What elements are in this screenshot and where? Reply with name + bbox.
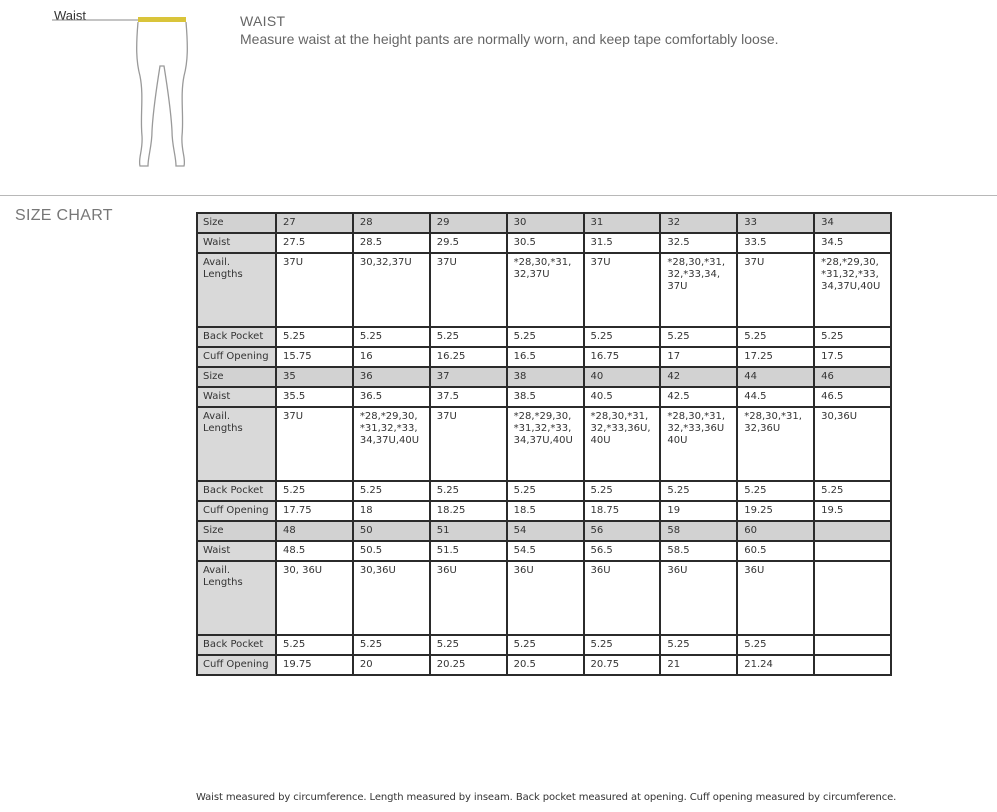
table-cell: 5.25 [507,481,584,501]
table-cell: 27.5 [276,233,353,253]
table-cell: 19 [660,501,737,521]
table-cell: 18.75 [584,501,661,521]
table-cell: 20.5 [507,655,584,675]
table-cell: 42.5 [660,387,737,407]
table-cell: 58 [660,521,737,541]
table-cell: *28,30,*31, 32,*33,36U, 40U [584,407,661,481]
table-cell: 5.25 [353,635,430,655]
table-cell: 16 [353,347,430,367]
table-cell: 17.75 [276,501,353,521]
table-cell: 5.25 [737,635,814,655]
table-cell: 50.5 [353,541,430,561]
table-cell [814,635,891,655]
table-cell: 37.5 [430,387,507,407]
table-cell: 34.5 [814,233,891,253]
row-label-pocket: Back Pocket [197,635,276,655]
size-chart-table [196,212,892,676]
table-cell: 5.25 [507,327,584,347]
table-cell: 30 [507,213,584,233]
table-cell: *28,*29,30, *31,32,*33, 34,37U,40U [353,407,430,481]
table-cell: 44.5 [737,387,814,407]
table-cell: 40.5 [584,387,661,407]
table-cell: 18.25 [430,501,507,521]
table-cell: 5.25 [430,481,507,501]
table-cell [814,541,891,561]
table-cell: 56.5 [584,541,661,561]
table-cell: 18 [353,501,430,521]
table-cell: 37 [430,367,507,387]
table-cell: 32.5 [660,233,737,253]
table-cell: 37U [276,407,353,481]
chart-footnote: Waist measured by circumference. Length measured by inseam. Back pocket measured at opening. Cuff opening measured by circumference. [196,792,897,803]
table-cell: 31.5 [584,233,661,253]
row-label-size: Size [197,367,276,387]
table-cell: 19.5 [814,501,891,521]
row-label-waist: Waist [197,233,276,253]
table-cell: 36.5 [353,387,430,407]
table-cell: 21.24 [737,655,814,675]
size-row [197,521,891,541]
size-row [197,367,891,387]
table-cell: 35.5 [276,387,353,407]
table-cell: 54 [507,521,584,541]
table-cell [814,655,891,675]
table-cell: 18.5 [507,501,584,521]
section-divider [0,195,997,196]
row-label-size: Size [197,521,276,541]
table-cell: 40 [584,367,661,387]
row-label-pocket: Back Pocket [197,327,276,347]
table-cell: 17.25 [737,347,814,367]
table-cell: 5.25 [737,327,814,347]
table-cell: 33.5 [737,233,814,253]
table-cell: 20 [353,655,430,675]
waist-row [197,387,891,407]
table-cell: 5.25 [276,481,353,501]
row-label-waist: Waist [197,541,276,561]
table-cell: 20.25 [430,655,507,675]
table-cell: 36U [584,561,661,635]
table-cell: 5.25 [660,481,737,501]
table-cell: 37U [430,407,507,481]
table-cell: 5.25 [584,481,661,501]
table-cell: 28 [353,213,430,233]
row-label-cuff: Cuff Opening [197,347,276,367]
table-cell: 16.5 [507,347,584,367]
table-cell: *28,*29,30, *31,32,*33, 34,37U,40U [507,407,584,481]
table-cell: 48 [276,521,353,541]
table-cell: 36U [430,561,507,635]
table-cell: 58.5 [660,541,737,561]
table-cell: 37U [737,253,814,327]
row-label-cuff: Cuff Opening [197,655,276,675]
table-cell: 48.5 [276,541,353,561]
table-cell: 36U [737,561,814,635]
table-cell [814,561,891,635]
table-cell: 36U [660,561,737,635]
row-label-waist: Waist [197,387,276,407]
table-cell: 5.25 [353,327,430,347]
table-cell: 30,32,37U [353,253,430,327]
row-label-size: Size [197,213,276,233]
table-cell: 17.5 [814,347,891,367]
table-cell: 15.75 [276,347,353,367]
table-cell: *28,30,*31, 32,*33,34, 37U [660,253,737,327]
table-cell: 28.5 [353,233,430,253]
back-pocket-row [197,481,891,501]
table-cell: *28,30,*31, 32,37U [507,253,584,327]
waist-row [197,541,891,561]
table-cell: *28,30,*31, 32,*33,36U 40U [660,407,737,481]
table-cell: 36U [507,561,584,635]
table-cell: 16.25 [430,347,507,367]
table-cell: 30,36U [814,407,891,481]
table-cell: 19.75 [276,655,353,675]
row-label-cuff: Cuff Opening [197,501,276,521]
cuff-opening-row [197,501,891,521]
table-cell: 37U [276,253,353,327]
table-cell: 5.25 [430,327,507,347]
table-cell: 46.5 [814,387,891,407]
table-cell: 29 [430,213,507,233]
table-cell: 5.25 [737,481,814,501]
table-cell: 31 [584,213,661,233]
lengths-row [197,561,891,635]
table-cell: 60.5 [737,541,814,561]
lengths-row [197,253,891,327]
table-cell: 17 [660,347,737,367]
table-cell: 5.25 [353,481,430,501]
waist-row [197,233,891,253]
table-cell: 19.25 [737,501,814,521]
table-cell: 51.5 [430,541,507,561]
table-cell: 5.25 [507,635,584,655]
table-cell: 44 [737,367,814,387]
table-cell: 21 [660,655,737,675]
table-cell: 29.5 [430,233,507,253]
table-cell: 5.25 [584,327,661,347]
table-cell: 5.25 [584,635,661,655]
row-label-pocket: Back Pocket [197,481,276,501]
table-cell: 5.25 [276,327,353,347]
table-cell: 50 [353,521,430,541]
table-cell: 35 [276,367,353,387]
table-cell: 30, 36U [276,561,353,635]
table-cell: 33 [737,213,814,233]
table-cell: *28,30,*31, 32,36U [737,407,814,481]
row-label-lengths: Avail. Lengths [197,253,276,327]
waist-section-title: WAIST [240,13,286,29]
table-cell: 46 [814,367,891,387]
table-cell: 27 [276,213,353,233]
table-cell: 30,36U [353,561,430,635]
table-cell: 60 [737,521,814,541]
table-cell: 37U [430,253,507,327]
table-cell: 38 [507,367,584,387]
table-cell: 54.5 [507,541,584,561]
table-cell: 5.25 [430,635,507,655]
row-label-lengths: Avail. Lengths [197,561,276,635]
table-cell: 5.25 [814,481,891,501]
table-cell: 56 [584,521,661,541]
cuff-opening-row [197,655,891,675]
back-pocket-row [197,327,891,347]
row-label-lengths: Avail. Lengths [197,407,276,481]
table-cell: 5.25 [276,635,353,655]
table-cell: 5.25 [660,635,737,655]
table-cell: 42 [660,367,737,387]
lengths-row [197,407,891,481]
table-cell: *28,*29,30, *31,32,*33, 34,37U,40U [814,253,891,327]
table-cell: 5.25 [814,327,891,347]
table-cell: 34 [814,213,891,233]
table-cell: 30.5 [507,233,584,253]
table-cell [814,521,891,541]
pants-figure-icon [52,6,202,176]
back-pocket-row [197,635,891,655]
table-cell: 5.25 [660,327,737,347]
cuff-opening-row [197,347,891,367]
table-cell: 16.75 [584,347,661,367]
table-cell: 20.75 [584,655,661,675]
table-cell: 36 [353,367,430,387]
table-cell: 37U [584,253,661,327]
waist-figure-label: Waist [54,8,87,23]
table-cell: 51 [430,521,507,541]
table-cell: 38.5 [507,387,584,407]
size-chart-title: SIZE CHART [15,207,113,224]
table-cell: 32 [660,213,737,233]
size-row [197,213,891,233]
waist-description: Measure waist at the height pants are normally worn, and keep tape comfortably loose. [240,31,779,47]
